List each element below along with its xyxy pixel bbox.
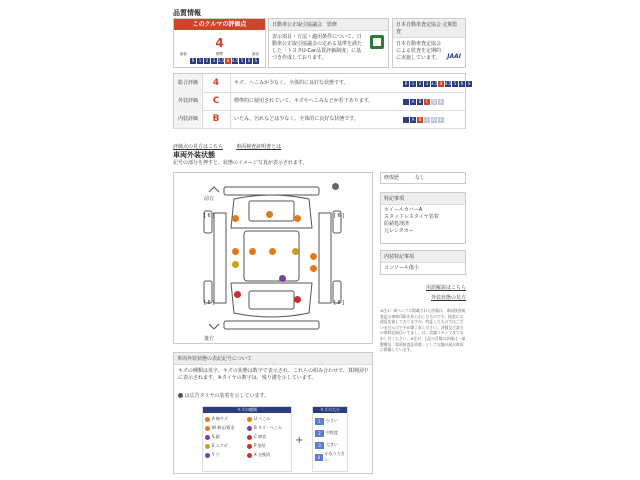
car-diagram [173,172,373,344]
repair-value: なし [415,175,426,181]
levels-head: キズの大小 [313,407,347,413]
damage-types-panel [202,406,292,472]
checker-link[interactable]: 車両検査証明書とは [236,144,282,150]
damage-marker[interactable] [292,248,299,255]
damage-type-label: B キズ・へこみ [254,425,282,430]
legend-body: キズの種類は英字、キズの状態は数字で表示され、これらの組み合わせで、算開図中に表示されます。※タイヤの数字は、残り溝を示しています。 [178,368,369,381]
damage-marker[interactable] [249,248,256,255]
scale-cell: S [254,58,258,63]
damage-level-icon: 3 [315,442,324,449]
scale-cell: 4.5 [445,81,452,86]
damage-level-label: 小さい [326,418,338,423]
damage-marker[interactable] [310,253,317,260]
tire-icon [178,393,183,398]
scale-cell: 3.5 [218,58,225,63]
damage-type-label: S 錆 [212,434,220,439]
interior-value: コンソール傷小 [384,265,419,271]
damage-type-item [205,442,247,450]
damage-type-icon [205,453,210,458]
grade-row [174,110,465,129]
eval-points-link[interactable]: 評価点の見方はこちら [173,144,224,150]
damage-type-icon [247,444,252,449]
scale-high-label: 最高 [252,52,259,56]
damage-type-item [205,424,247,432]
scale-cell [403,99,409,105]
exterior-title: 車両外装状態 [173,151,215,159]
evaluation-scale [174,58,265,64]
scale-cell: 3 [212,58,216,63]
damage-type-item [247,451,289,459]
damage-type-label: A 線キズ [212,416,228,421]
special-item: 防錆処理済 [384,221,410,227]
grade-description: キズ、へこみが少なく、全体的に良好な状態です。 [234,80,349,86]
damage-type-icon [247,417,252,422]
damage-type-item [205,451,247,459]
evaluation-score: 4 [215,36,224,50]
damage-type-label: P 塗装 [254,443,266,448]
damage-marker[interactable] [294,215,301,222]
scale-cell: B [418,117,422,122]
scale-std-label: 標準 [216,52,223,56]
damage-type-label: E エクボ [212,443,228,448]
special-box [380,192,466,244]
jaai-text: 日本自動車査定協会による監査を定期的に実施しています。 [396,41,442,61]
damage-level-icon: 4 [315,454,323,461]
scale-cell: 6 [247,58,251,63]
scale-cell: 1 [411,81,415,86]
grade-value: B [202,110,231,128]
terms-link[interactable]: 用語解説はこちら [425,285,466,291]
scale-cell: 6 [460,81,464,86]
right-front-label: [ 6 ] [204,213,215,219]
scale-cell: B [418,99,422,104]
scale-cell: 4.5 [232,58,239,63]
scale-cell: 5 [240,58,244,63]
damage-level-item [315,427,345,439]
scale-cell: C [425,117,429,122]
special-item: 元レンタカー [384,228,414,234]
damage-marker[interactable] [232,248,239,255]
car-outline [174,173,372,343]
damage-level-item [315,439,345,451]
exterior-guide-link[interactable]: 外装状態の見方 [430,295,466,301]
damage-level-label: 中程度 [326,430,338,435]
damage-level-item [315,451,345,463]
damage-type-icon [205,435,210,440]
damage-type-label: U へこみ [254,416,271,421]
scale-cell: 1 [198,58,202,63]
damage-type-label: C 腐食 [254,434,267,439]
damage-level-icon: 1 [315,418,324,425]
jaai-box [392,18,466,68]
jaai-logo: JAAI [447,53,461,60]
scale-cell: 2 [205,58,209,63]
grade-value: 4 [202,74,231,92]
scale-cell: A [411,99,415,104]
damage-type-item [205,433,247,441]
scale-low-label: 最低 [180,52,187,56]
scale-cell: A [411,117,415,122]
damage-marker[interactable] [294,296,301,303]
damage-type-label: Y 穴 [212,452,220,457]
damage-level-icon: 2 [315,430,324,437]
scale-cell: D [432,117,436,122]
damage-type-item [205,415,247,423]
scale-cell [403,117,409,123]
evaluation-box [173,18,266,68]
damage-type-icon [205,426,210,431]
grade-row [174,74,471,93]
interior-box [380,250,466,275]
legend-title: 車両外装状態の表記記号について [174,353,372,365]
damage-type-item [247,433,289,441]
right-rear-label: [ 6 ] [204,300,215,306]
special-list [381,205,465,237]
damage-type-item [247,415,289,423]
damage-type-icon [247,426,252,431]
repair-row [380,172,466,184]
grade-scale [403,81,472,87]
scale-cell: 3 [425,81,429,86]
scale-cell: 4 [439,81,443,86]
legend-note: は広告タイヤの装着を示しています。 [184,393,270,399]
scale-cell: R [191,58,195,63]
interior-label: 内装特記事項 [381,251,465,263]
special-label: 特記事項 [381,193,465,205]
damage-marker[interactable] [310,265,317,272]
grade-row [174,92,465,111]
left-front-label: [ 6 ] [334,213,345,219]
damage-marker[interactable] [269,248,276,255]
damage-level-label: 大きい [326,442,338,447]
left-rear-label: [ 6 ] [334,300,345,306]
grade-description: 標準的に使用されていて、キズやへこみなどが若干あります。 [234,98,374,104]
repair-label: 修復歴 [384,175,400,181]
auction-org-title: 日動車公正取引協議会 監修 [269,19,388,31]
damage-type-label: X 交換済 [254,452,271,457]
grades-table [173,73,471,129]
scale-cell: E [439,99,443,104]
grade-scale [403,99,444,105]
damage-marker[interactable] [232,215,239,222]
scale-cell: D [432,99,436,104]
grade-label: 内装評価 [174,110,203,128]
legend-box [173,352,373,474]
scale-cell: C [425,99,429,104]
certification-icon [370,35,384,49]
damage-type-icon [205,444,210,449]
grade-scale [403,117,444,123]
damage-marker[interactable] [266,211,273,218]
damage-marker[interactable] [232,261,239,268]
damage-type-icon [247,453,252,458]
back-label: 後方 [204,336,215,342]
scale-cell: S [467,81,471,86]
damage-level-item [315,415,345,427]
auction-org-box [268,18,389,68]
scale-cell: 5 [453,81,457,86]
exterior-subtitle: 記号の部分を押すと、状態のイメージ写真が表示されます。 [173,160,308,166]
special-item: スタッドレスタイヤ装着 [384,214,439,220]
damage-levels-panel [312,406,348,472]
auction-org-text: 表示項目・方法・適用条件について、日動車公正取引協議会の定める基準を満たした「トヨタU-Car品質評価制度」に基づき作成しております。 [272,34,363,61]
front-label: 前方 [204,196,215,202]
damage-type-item [247,424,289,432]
damage-marker[interactable] [332,183,339,190]
special-item: ホイールカバーA [384,207,423,213]
grade-label: 総合評価 [174,74,203,92]
evaluation-header: このクルマの評価点 [174,19,265,30]
damage-type-icon [247,435,252,440]
damage-type-label: W 修正/板金 [212,425,235,430]
scale-cell: R [404,81,408,86]
damage-type-item [247,442,289,450]
jaai-title: 日本自動車査定協会 定期監査 [393,19,465,38]
section-title: 品質情報 [173,9,201,17]
scale-cell: 2 [418,81,422,86]
grade-label: 外装評価 [174,92,203,110]
grade-description: いたみ、汚れなどは少なく、全体的に良好な状態です。 [234,116,359,122]
scale-cell: 4 [226,58,230,63]
scale-cell: 3.5 [431,81,438,86]
damage-marker[interactable] [279,275,286,282]
notes-text: ※注1）車ベンツに掲載された評価は、車両検査検査証の車検印影をあらわしたものです。検査には違反を賞しておりますが、時証したものではございませんので予め御了承ください。評価及び該当の車時記録目いてまし、は、店舗スタッフまでお申し付ください。※注2）上記の月標の評価は一部整備及「車両検査証明書」として店舗の展示車両に掲載しています。 [380,308,466,353]
types-head: キズの種類 [203,407,291,413]
grade-value: C [202,92,231,110]
scale-cell: E [439,117,443,122]
damage-type-icon [205,417,210,422]
damage-level-label: かなり大きい [324,451,345,462]
damage-marker[interactable] [234,291,241,298]
plus-icon: + [295,435,304,446]
